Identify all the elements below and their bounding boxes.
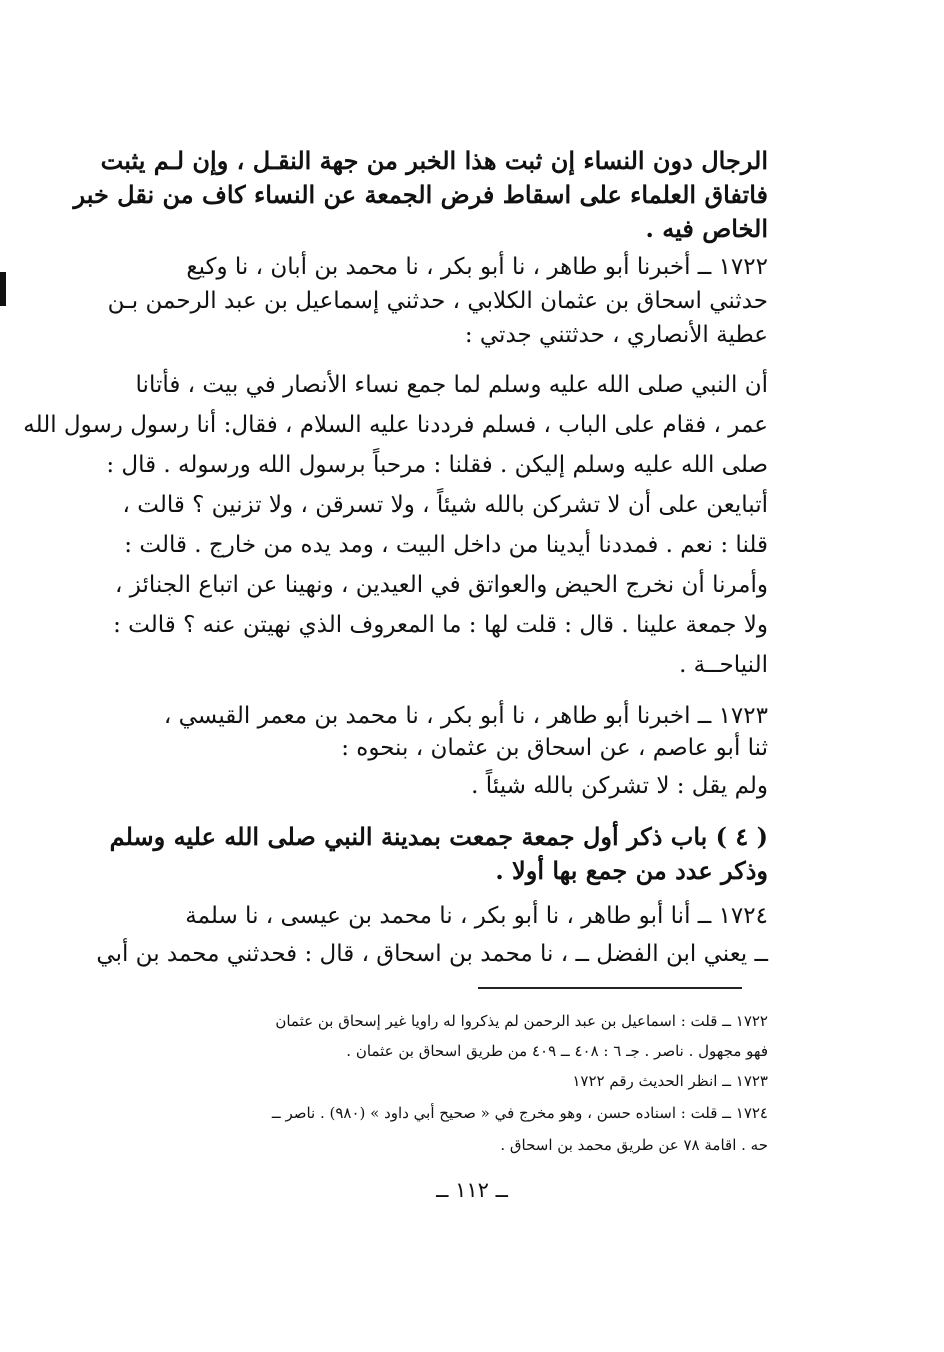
text-line: الرجال دون النساء إن ثبت هذا الخبر من جهة النقـل ، وإن لـم يثبت (100, 146, 768, 175)
footnote-divider (478, 987, 742, 989)
text-line: حدثني اسحاق بن عثمان الكلابي ، حدثني إسماعيل بن عبد الرحمن بـن (107, 288, 768, 314)
text-line: ولم يقل : لا تشركن بالله شيئاً . (471, 773, 768, 799)
footnote-line: ١٧٢٤ ــ قلت : اسناده حسن ، وهو مخرج في « صحيح أبي داود » (٩٨٠) . ناصر ــ (271, 1104, 768, 1122)
hadith-number-line: ١٧٢٤ ــ أنا أبو طاهر ، نا أبو بكر ، نا محمد بن عيسى ، نا سلمة (185, 903, 768, 929)
text-line: الخاص فيه . (645, 214, 768, 243)
text-line: عمر ، فقام على الباب ، فسلم فرددنا عليه السلام ، فقال: أنا رسول رسول الله (23, 412, 768, 438)
text-line: ــ يعني ابن الفضل ــ ، نا محمد بن اسحاق ، قال : فحدثني محمد بن أبي (96, 941, 768, 967)
footnote-line: ١٧٢٣ ــ انظر الحديث رقم ١٧٢٢ (572, 1072, 768, 1090)
text-line: قلنا : نعم . فمددنا أيدينا من داخل البيت ، ومد يده من خارج . قالت : (124, 532, 768, 558)
text-line: ثنا أبو عاصم ، عن اسحاق بن عثمان ، بنحوه : (341, 735, 768, 761)
footnote-line: فهو مجهول . ناصر . جـ ٦ : ٤٠٨ ــ ٤٠٩ من طريق اسحاق بن عثمان . (346, 1042, 768, 1060)
chapter-heading: وذكر عدد من جمع بها أولا . (495, 856, 768, 885)
text-line: فاتفاق العلماء على اسقاط فرض الجمعة عن النساء كاف من نقل خبر (73, 180, 768, 209)
hadith-number-line: ١٧٢٣ ــ اخبرنا أبو طاهر ، نا أبو بكر ، نا محمد بن معمر القيسي ، (163, 703, 768, 729)
text-line: أتبايعن على أن لا تشركن بالله شيئاً ، ولا تسرقن ، ولا تزنين ؟ قالت ، (122, 492, 768, 518)
text-line: صلى الله عليه وسلم إليكن . فقلنا : مرحباً برسول الله ورسوله . قال : (106, 452, 768, 478)
chapter-heading: ( ٤ ) باب ذكر أول جمعة جمعت بمدينة النبي صلى الله عليه وسلم (109, 822, 768, 851)
footnote-line: ١٧٢٢ ــ قلت : اسماعيل بن عبد الرحمن لم يذكروا له راويا غير إسحاق بن عثمان (275, 1012, 768, 1030)
page-number: ــ ١١٢ ــ (436, 1178, 508, 1202)
scan-edge-mark (0, 272, 6, 306)
text-line: أن النبي صلى الله عليه وسلم لما جمع نساء الأنصار في بيت ، فأتانا (135, 372, 768, 398)
footnote-line: حه . اقامة ٧٨ عن طريق محمد بن اسحاق . (500, 1136, 768, 1154)
text-line: وأمرنا أن نخرج الحيض والعواتق في العيدين ، ونهينا عن اتباع الجنائز ، (115, 572, 768, 598)
text-line: عطية الأنصاري ، حدثتني جدتي : (464, 322, 768, 348)
text-line: النياحــة . (679, 652, 768, 678)
hadith-number-line: ١٧٢٢ ــ أخبرنا أبو طاهر ، نا أبو بكر ، نا محمد بن أبان ، نا وكيع (186, 254, 768, 280)
text-line: ولا جمعة علينا . قال : قلت لها : ما المعروف الذي نهيتن عنه ؟ قالت : (113, 612, 768, 638)
